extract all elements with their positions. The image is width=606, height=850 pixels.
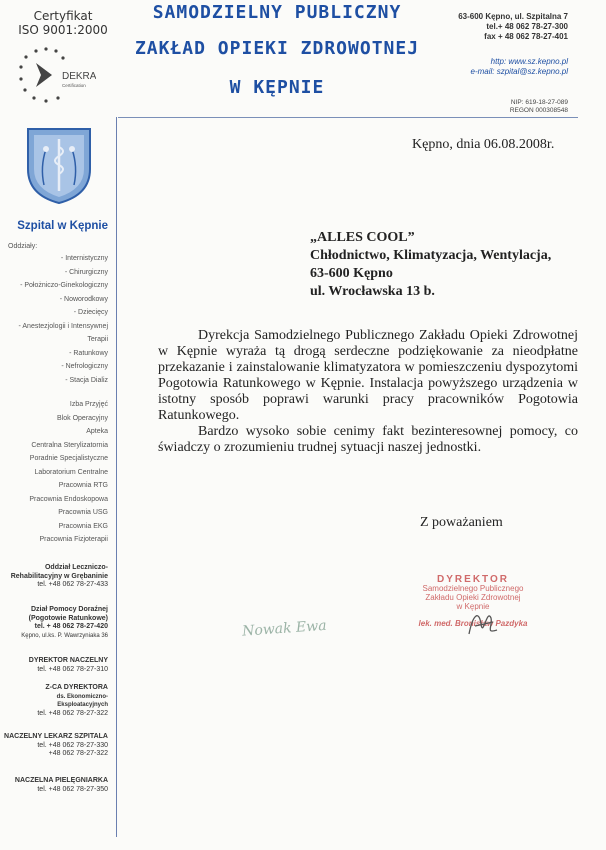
svg-text:DEKRA: DEKRA — [62, 71, 96, 82]
ward-item: - Położniczo-Ginekologiczny — [20, 282, 108, 289]
recipient-line: ul. Wrocławska 13 b. — [310, 284, 435, 299]
unit-item: Poradnie Specjalistyczne — [29, 455, 108, 462]
contact-phone: tel. +48 062 78-27-433 — [37, 581, 108, 588]
contact-chief-doctor — [2, 733, 108, 759]
header-divider — [118, 117, 578, 118]
stamp-line: Samodzielnego Publicznego — [422, 584, 524, 593]
contact-director — [2, 657, 108, 674]
header-line-1: SAMODZIELNY PUBLICZNY — [152, 2, 402, 23]
contact-rehab — [2, 564, 108, 590]
certificate-block — [18, 9, 108, 37]
ward-item: - Nefrologiczny — [61, 363, 108, 370]
dekra-logo — [16, 45, 96, 105]
ward-item: - Dziecięcy — [73, 309, 108, 316]
coat-of-arms-icon — [24, 125, 94, 205]
stamp-name: lek. med. Bronisław Pazdyka — [418, 619, 528, 628]
recipient-line: „ALLES COOL” — [310, 230, 415, 245]
regon-line: REGON 000308548 — [509, 107, 568, 114]
sidebar-title: Szpital w Kępnie — [17, 220, 108, 232]
unit-list — [4, 398, 108, 547]
stamp-line: Zakładu Opieki Zdrowotnej — [425, 593, 521, 602]
contact-name: NACZELNA PIELĘGNIARKA — [14, 777, 108, 784]
ward-item: - Noworodkowy — [59, 295, 108, 303]
email-link[interactable]: e-mail: szpital@sz.kepno.pl — [470, 67, 568, 76]
sidebar-divider — [116, 117, 117, 837]
contact-phone: tel. +48 062 78-27-322 — [37, 709, 108, 717]
unit-item: Blok Operacyjny — [57, 414, 108, 422]
header-line-2: ZAKŁAD OPIEKI ZDROWOTNEJ — [134, 38, 420, 59]
recipient-block — [310, 229, 551, 301]
unit-item: Izba Przyjęć — [69, 401, 108, 408]
ward-list — [4, 252, 108, 387]
paragraph: Dyrekcja Samodzielnego Publicznego Zakładu Opieki Zdrowotnej w Kępnie wyraża tą drogą serdeczne podziękowanie za nieodpłatne przekazanie i zainstalowanie klimatyzatora w pomieszczeniu dyspozytomi Pogotowia Ratunkowego w Kępnie. Instalacja powyższego urządzenia w istotny sposób poprawi warunki pracy pracowników Pogotowia Ratunkowego. — [158, 328, 578, 423]
contact-head-nurse — [2, 777, 108, 794]
closing-line: Z poważaniem — [420, 515, 503, 530]
contact-name: NACZELNY LEKARZ SZPITALA — [4, 733, 108, 740]
certificate-label: Certyfikat — [33, 9, 93, 23]
contact-phone: tel. +48 062 78-27-330 — [37, 741, 108, 749]
unit-item: Pracownia RTG — [58, 482, 108, 489]
contact-emergency — [2, 606, 108, 640]
ward-item: - Chirurgiczny — [64, 268, 108, 276]
ward-item: Terapii — [87, 336, 108, 343]
letter-date: Kępno, dnia 06.08.2008r. — [412, 137, 555, 152]
iso-label: ISO 9001:2000 — [18, 23, 108, 37]
header-line-3: W KĘPNIE — [229, 77, 325, 98]
unit-item: Pracownia Endoskopowa — [29, 495, 108, 503]
handwritten-note — [240, 612, 350, 642]
nip-line: NIP: 619-18-27-089 — [510, 99, 568, 106]
signature-icon — [463, 604, 503, 644]
paragraph: Bardzo wysoko sobie cenimy fakt bezinteresownej pomocy, co świadczy o zrozumieniu trudnej sytuacji naszej jednostki. — [158, 424, 578, 455]
svg-text:Certification: Certification — [62, 83, 86, 88]
recipient-line: Chłodnictwo, Klimatyzacja, Wentylacja, — [310, 248, 552, 263]
website-link[interactable]: http: www.sz.kepno.pl — [490, 57, 568, 66]
contact-name: Dział Pomocy Doraźnej (Pogotowie Ratunkowe) — [28, 606, 108, 622]
contact-phone-2: +48 062 78-27-322 — [48, 750, 108, 757]
ward-item: - Internistyczny — [60, 255, 108, 262]
contact-address: Kępno, ul.ks. P. Wawrzyniaka 36 — [21, 632, 108, 639]
contact-name: DYREKTOR NACZELNY — [28, 657, 108, 664]
contact-sub: ds. Ekonomiczno-Eksploatacyjnych — [56, 693, 108, 708]
address-line: 63-600 Kępno, ul. Szpitalna 7 — [458, 12, 568, 21]
unit-item: Apteka — [86, 428, 108, 435]
letter-body — [158, 328, 578, 456]
stamp-title: DYREKTOR — [437, 574, 509, 585]
unit-item: Pracownia Fizjoterapii — [39, 536, 108, 543]
ward-item: - Stacja Dializ — [65, 376, 108, 384]
contact-address — [458, 12, 568, 42]
contact-name: Z-CA DYREKTORA — [45, 684, 108, 691]
unit-item: Centralna Sterylizatornia — [31, 441, 108, 449]
web-contact — [471, 57, 569, 77]
contact-name: Oddział Leczniczo-Rehabilitacyjny w Grębaninie — [10, 564, 108, 580]
tel-line: tel.+ 48 062 78-27-300 — [486, 22, 568, 31]
fax-line: fax + 48 062 78-27-401 — [484, 32, 568, 41]
recipient-line: 63-600 Kępno — [310, 266, 393, 281]
contact-deputy — [2, 684, 108, 718]
stamp-line: w Kępnie — [456, 602, 490, 611]
unit-item: Laboratorium Centralne — [34, 468, 108, 476]
unit-item: Pracownia USG — [58, 509, 108, 516]
contact-phone: tel. +48 062 78-27-310 — [37, 665, 108, 673]
unit-item: Pracownia EKG — [58, 522, 108, 530]
contact-phone: tel. +48 062 78-27-350 — [37, 785, 108, 793]
ward-item: - Anestezjologii i Intensywnej — [18, 322, 108, 330]
ward-item: - Ratunkowy — [69, 349, 108, 357]
svg-text:Nowak Ewa: Nowak Ewa — [241, 617, 328, 640]
tax-ids — [510, 99, 568, 115]
wards-label: Oddziały: — [8, 243, 38, 250]
contact-phone: tel. + 48 062 78-27-420 — [34, 623, 108, 630]
